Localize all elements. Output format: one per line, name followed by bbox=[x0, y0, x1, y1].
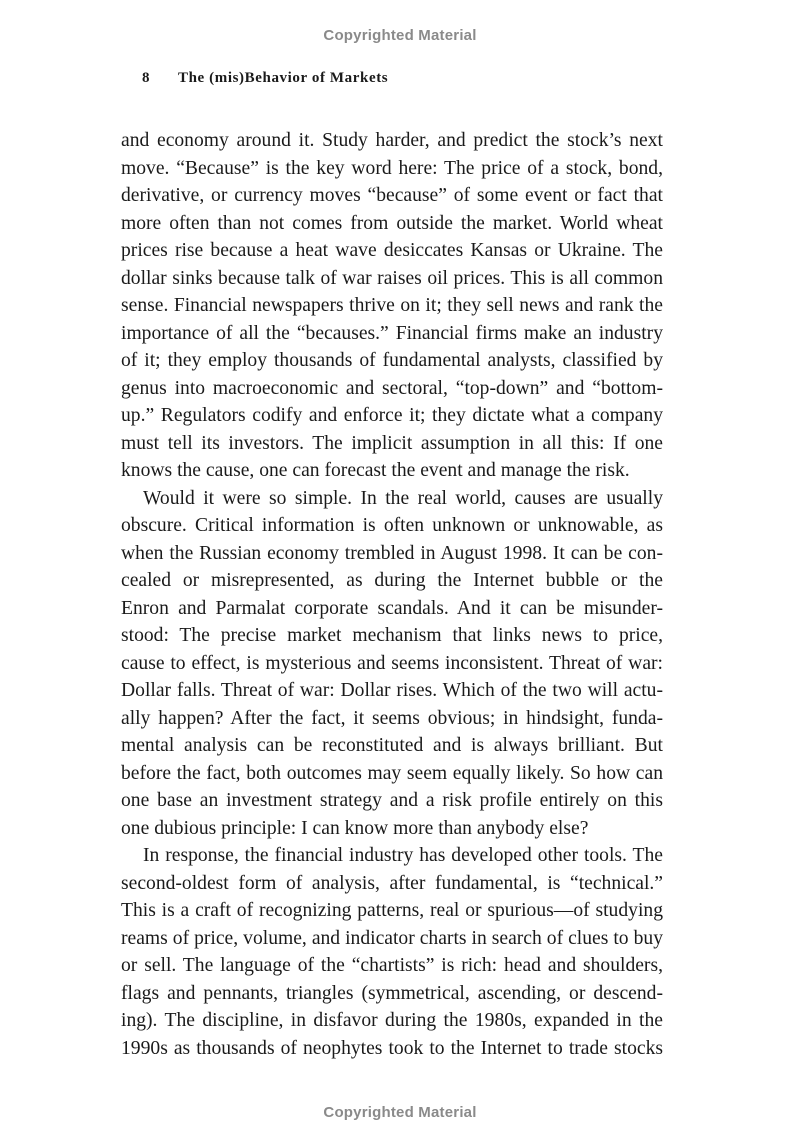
text-line: derivative, or currency moves “because” of some event or fact that bbox=[121, 185, 663, 206]
text-line: ing). The discipline, in disfavor during the 1980s, expanded in the bbox=[121, 1010, 663, 1031]
text-line: prices rise because a heat wave desiccates Kansas or Ukraine. The bbox=[121, 240, 663, 261]
text-line: one base an investment strategy and a risk profile entirely on this bbox=[121, 790, 663, 811]
body-text bbox=[121, 127, 663, 1062]
text-line: must tell its investors. The implicit assumption in all this: If one bbox=[121, 432, 663, 454]
text-line: stood: The precise market mechanism that links news to price, bbox=[121, 625, 663, 646]
text-line: up.” Regulators codify and enforce it; they dictate what a company bbox=[121, 405, 663, 426]
text-line: In response, the financial industry has developed other tools. The bbox=[143, 845, 663, 866]
text-line: reams of price, volume, and indicator charts in search of clues to buy bbox=[121, 927, 663, 949]
text-line: ally happen? After the fact, it seems obvious; in hindsight, funda- bbox=[121, 707, 663, 729]
text-line: before the fact, both outcomes may seem equally likely. So how can bbox=[121, 762, 663, 784]
text-line: one dubious principle: I can know more than anybody else? bbox=[121, 817, 589, 839]
watermark-top: Copyrighted Material bbox=[323, 27, 477, 44]
text-line: of it; they employ thousands of fundamental analysts, classified by bbox=[121, 350, 663, 371]
text-line: dollar sinks because talk of war raises oil prices. This is all common bbox=[121, 267, 663, 289]
running-head bbox=[142, 70, 388, 87]
text-line: 1990s as thousands of neophytes took to the Internet to trade stocks bbox=[121, 1037, 663, 1059]
text-line: Dollar falls. Threat of war: Dollar rises. Which of the two will actu- bbox=[121, 680, 663, 701]
page-number: 8 bbox=[142, 70, 151, 86]
paragraph bbox=[121, 127, 663, 485]
text-line: Would it were so simple. In the real world, causes are usually bbox=[143, 487, 663, 509]
text-line: sense. Financial newspapers thrive on it; they sell news and rank the bbox=[121, 295, 663, 316]
watermark-bottom: Copyrighted Material bbox=[323, 1104, 477, 1121]
text-line: cause to effect, is mysterious and seems inconsistent. Threat of war: bbox=[121, 652, 663, 674]
text-line: obscure. Critical information is often unknown or unknowable, as bbox=[121, 515, 663, 536]
text-line: and economy around it. Study harder, and predict the stock’s next bbox=[121, 130, 663, 151]
paragraph bbox=[121, 485, 663, 843]
text-line: cealed or misrepresented, as during the Internet bubble or the bbox=[121, 570, 663, 591]
text-line: mental analysis can be reconstituted and is always brilliant. But bbox=[121, 735, 663, 756]
text-line: second-oldest form of analysis, after fundamental, is “technical.” bbox=[121, 872, 663, 894]
text-line: Enron and Parmalat corporate scandals. And it can be misunder- bbox=[121, 597, 663, 619]
text-line: importance of all the “becauses.” Financial firms make an industry bbox=[121, 322, 663, 344]
text-line: when the Russian economy trembled in August 1998. It can be con- bbox=[121, 542, 663, 564]
text-line: or sell. The language of the “chartists” is rich: head and shoulders, bbox=[121, 955, 663, 976]
text-line: This is a craft of recognizing patterns, real or spurious—of studying bbox=[121, 900, 663, 921]
book-title: The (mis)Behavior of Markets bbox=[178, 70, 389, 86]
text-line: genus into macroeconomic and sectoral, “top-down” and “bottom- bbox=[121, 377, 663, 399]
paragraph bbox=[121, 842, 663, 1062]
text-line: flags and pennants, triangles (symmetrical, ascending, or descend- bbox=[121, 982, 663, 1004]
text-line: knows the cause, one can forecast the event and manage the risk. bbox=[121, 460, 630, 481]
text-line: more often than not comes from outside the market. World wheat bbox=[121, 212, 663, 234]
text-line: move. “Because” is the key word here: The price of a stock, bond, bbox=[121, 157, 663, 179]
